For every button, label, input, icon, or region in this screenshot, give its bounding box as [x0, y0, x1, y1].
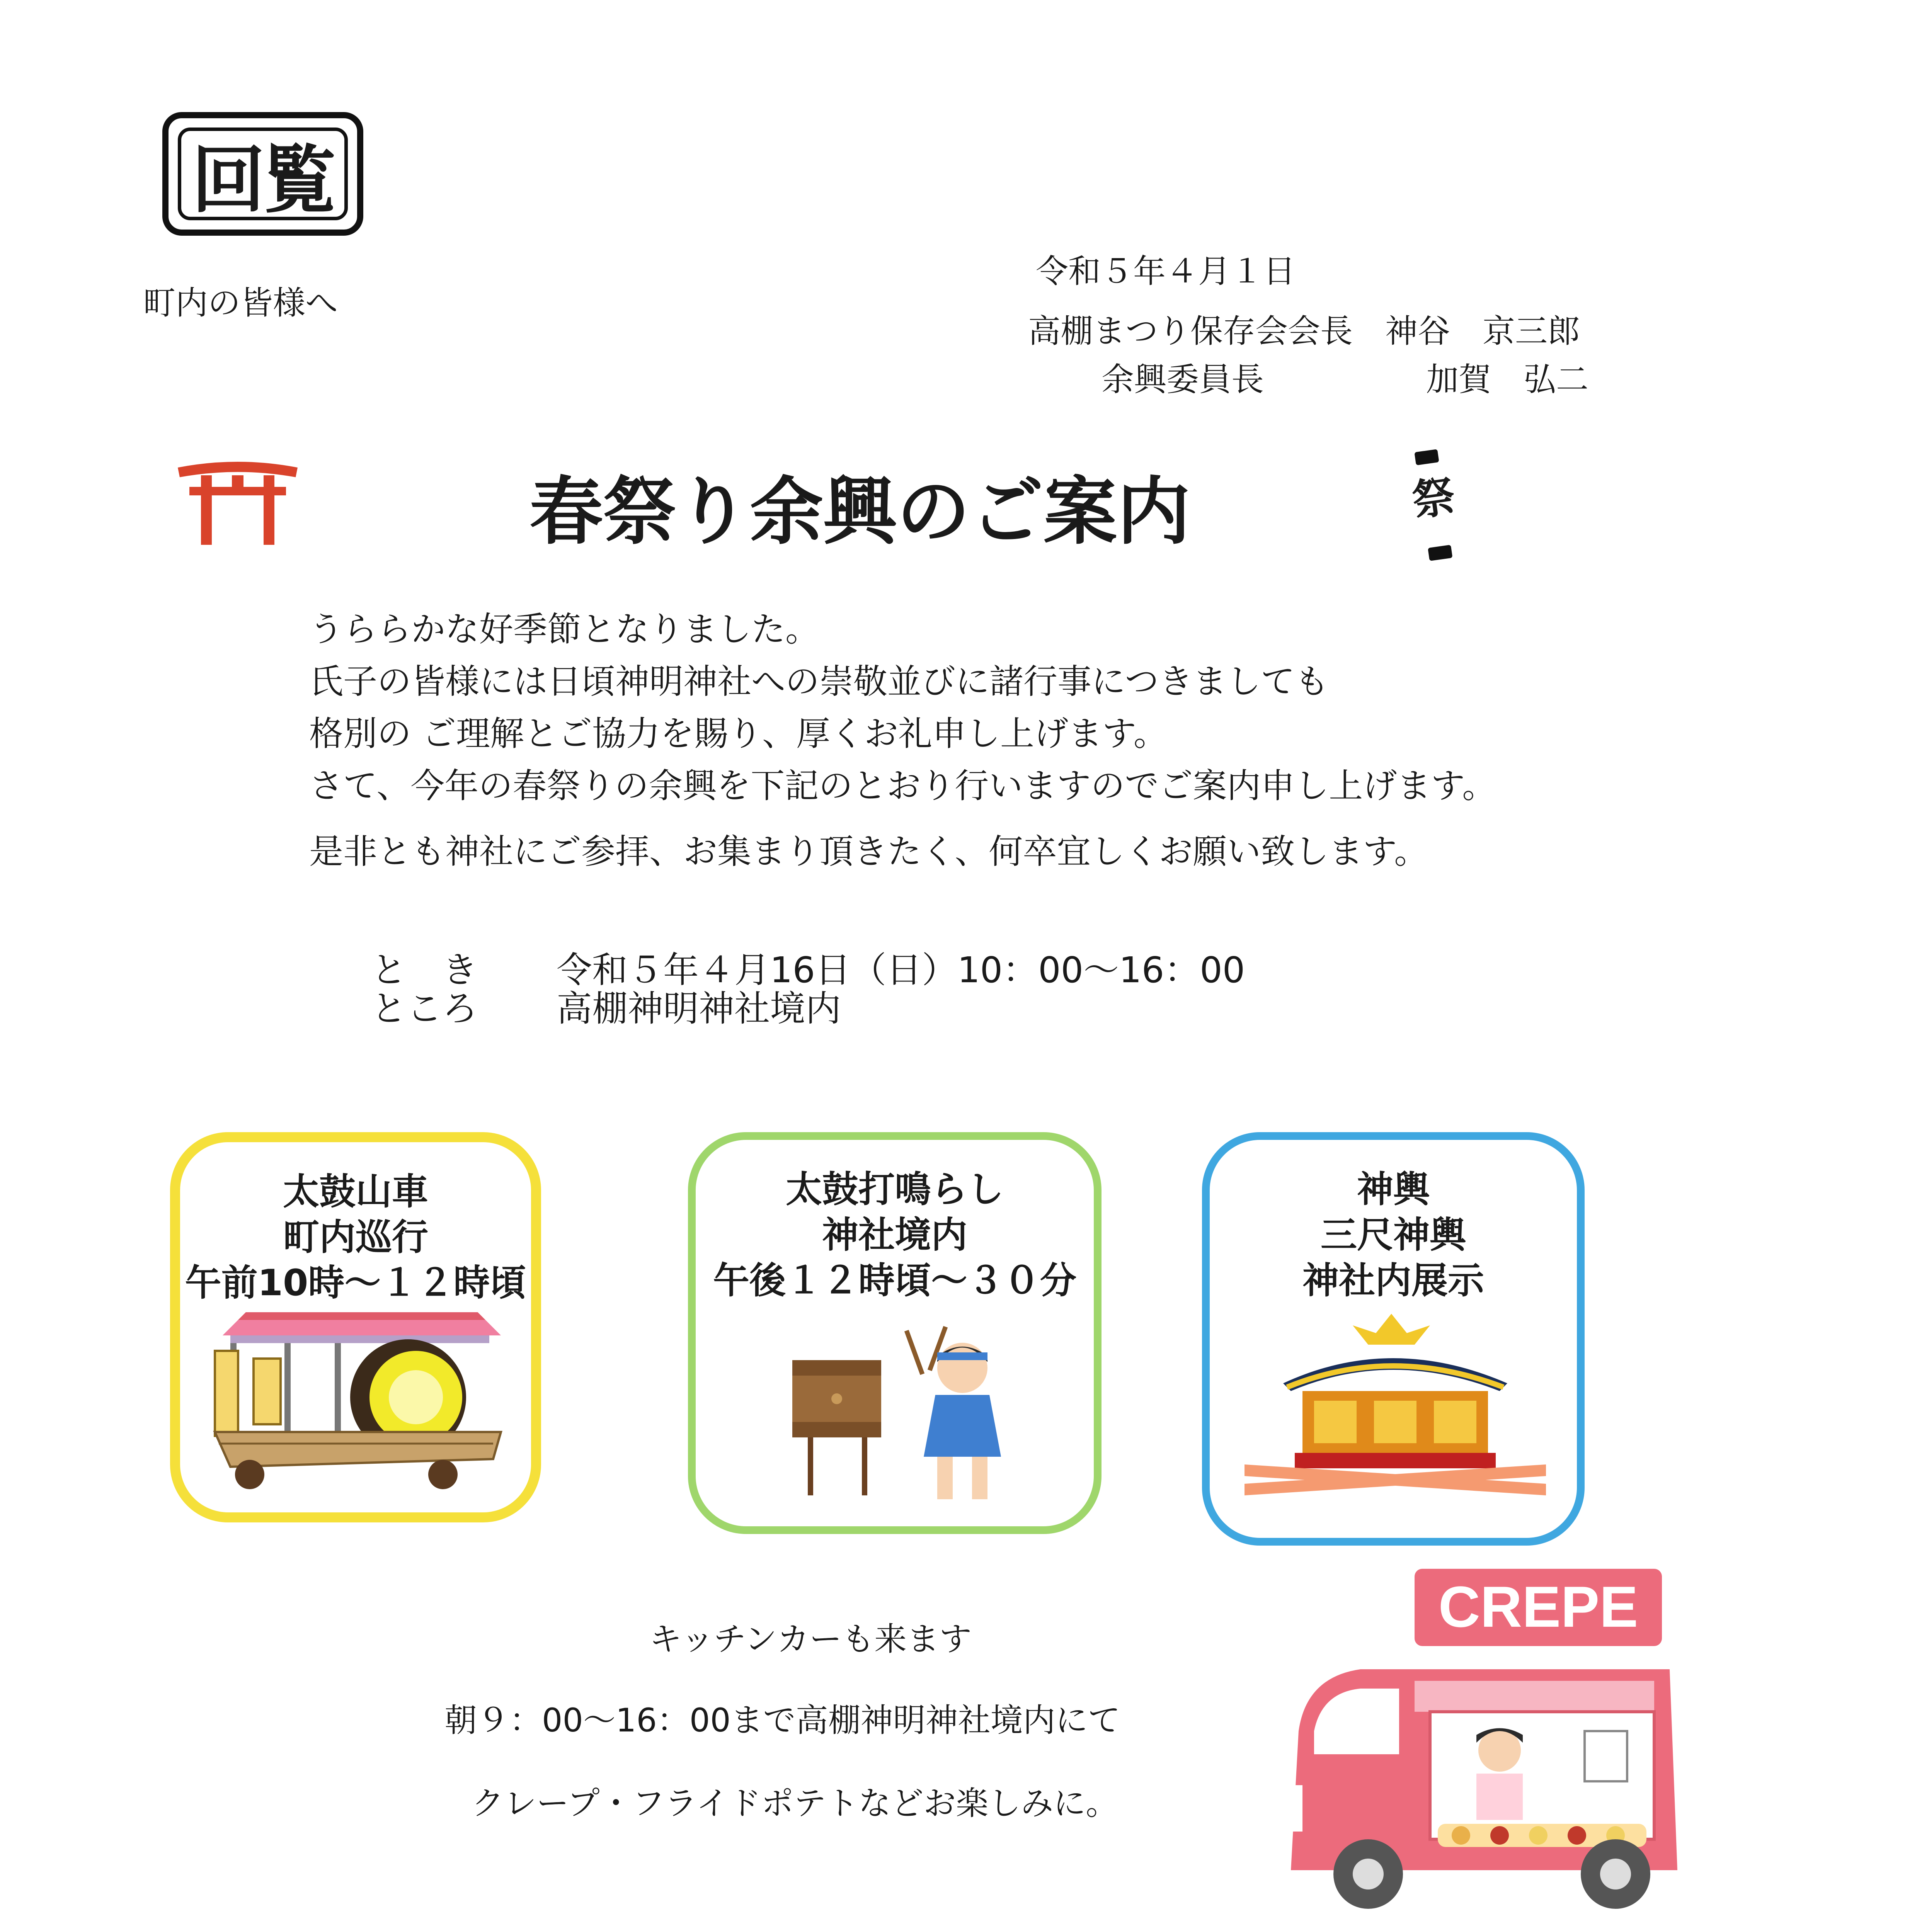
event-drum-line-3: 午後１２時頃～３０分	[713, 1260, 1076, 1302]
matsuri-badge	[1403, 447, 1465, 569]
event-card-mikoshi-text	[1210, 1167, 1577, 1304]
event-card-float	[170, 1132, 541, 1522]
intro-line-3: 格別の ご理解とご協力を賜り、厚くお礼申し上げます。	[309, 714, 1168, 753]
addressee: 町内の皆様へ	[143, 284, 338, 322]
intro-line-2: 氏子の皆様には日頃神明神社への崇敬並びに諸行事につきましても	[309, 662, 1329, 701]
event-card-drum-text	[696, 1167, 1094, 1304]
event-drum-line-1: 太鼓打鳴らし	[785, 1168, 1004, 1211]
event-float-line-1: 太鼓山車	[283, 1171, 428, 1213]
kitchen-car-line-1: キッチンカーも来ます	[649, 1620, 972, 1658]
intro-line-4: さて、今年の春祭りの余興を下記のとおり行いますのでご案内申し上げます。	[309, 766, 1496, 806]
where-label: ところ	[371, 988, 478, 1029]
matsuri-badge-text: 祭	[1409, 471, 1458, 526]
signer-committee-name: 加賀 弘二	[1426, 361, 1589, 398]
torii-icon	[174, 456, 301, 545]
circulation-stamp-text: 回覧	[178, 128, 348, 220]
event-card-mikoshi	[1202, 1132, 1585, 1546]
kitchen-car-line-3: クレープ・フライドポテトなどお楽しみに。	[472, 1784, 1119, 1822]
issue-date: 令和５年４月１日	[1036, 252, 1296, 290]
intro-line-1: うららかな好季節となりました。	[309, 609, 820, 649]
event-drum-line-2: 神社境内	[822, 1214, 967, 1256]
where-value: 高棚神明神社境内	[557, 988, 841, 1029]
signer-chairman: 高棚まつり保存会会長 神谷 京三郎	[1028, 312, 1580, 350]
event-card-float-text	[180, 1169, 531, 1306]
event-mikoshi-line-1: 神輿	[1357, 1168, 1430, 1211]
drummer-icon	[785, 1325, 1024, 1511]
signer-committee-title: 余興委員長	[1102, 361, 1264, 398]
when-label: と き	[371, 949, 478, 991]
crepe-truck-icon	[1275, 1569, 1708, 1924]
intro-line-5: 是非とも神社にご参拝、お集まり頂きたく、何卒宜しくお願い致します。	[309, 832, 1428, 871]
event-float-line-2: 町内巡行	[283, 1216, 428, 1259]
festival-float-icon	[207, 1304, 512, 1498]
event-mikoshi-line-2: 三尺神輿	[1320, 1214, 1466, 1256]
mikoshi-icon	[1237, 1310, 1554, 1519]
kitchen-car-line-2: 朝９：00～16：00まで高棚神明神社境内にて	[444, 1701, 1120, 1739]
event-mikoshi-line-3: 神社内展示	[1302, 1260, 1484, 1302]
crepe-sign-text: CREPE	[1438, 1574, 1638, 1639]
circulation-stamp	[162, 112, 363, 236]
page-title: 春祭り余興のご案内	[529, 469, 1191, 554]
when-value: 令和５年４月16日（日）10：00～16：00	[557, 949, 1245, 991]
event-float-line-3: 午前10時～１２時頃	[185, 1262, 526, 1304]
event-card-drum	[688, 1132, 1102, 1534]
